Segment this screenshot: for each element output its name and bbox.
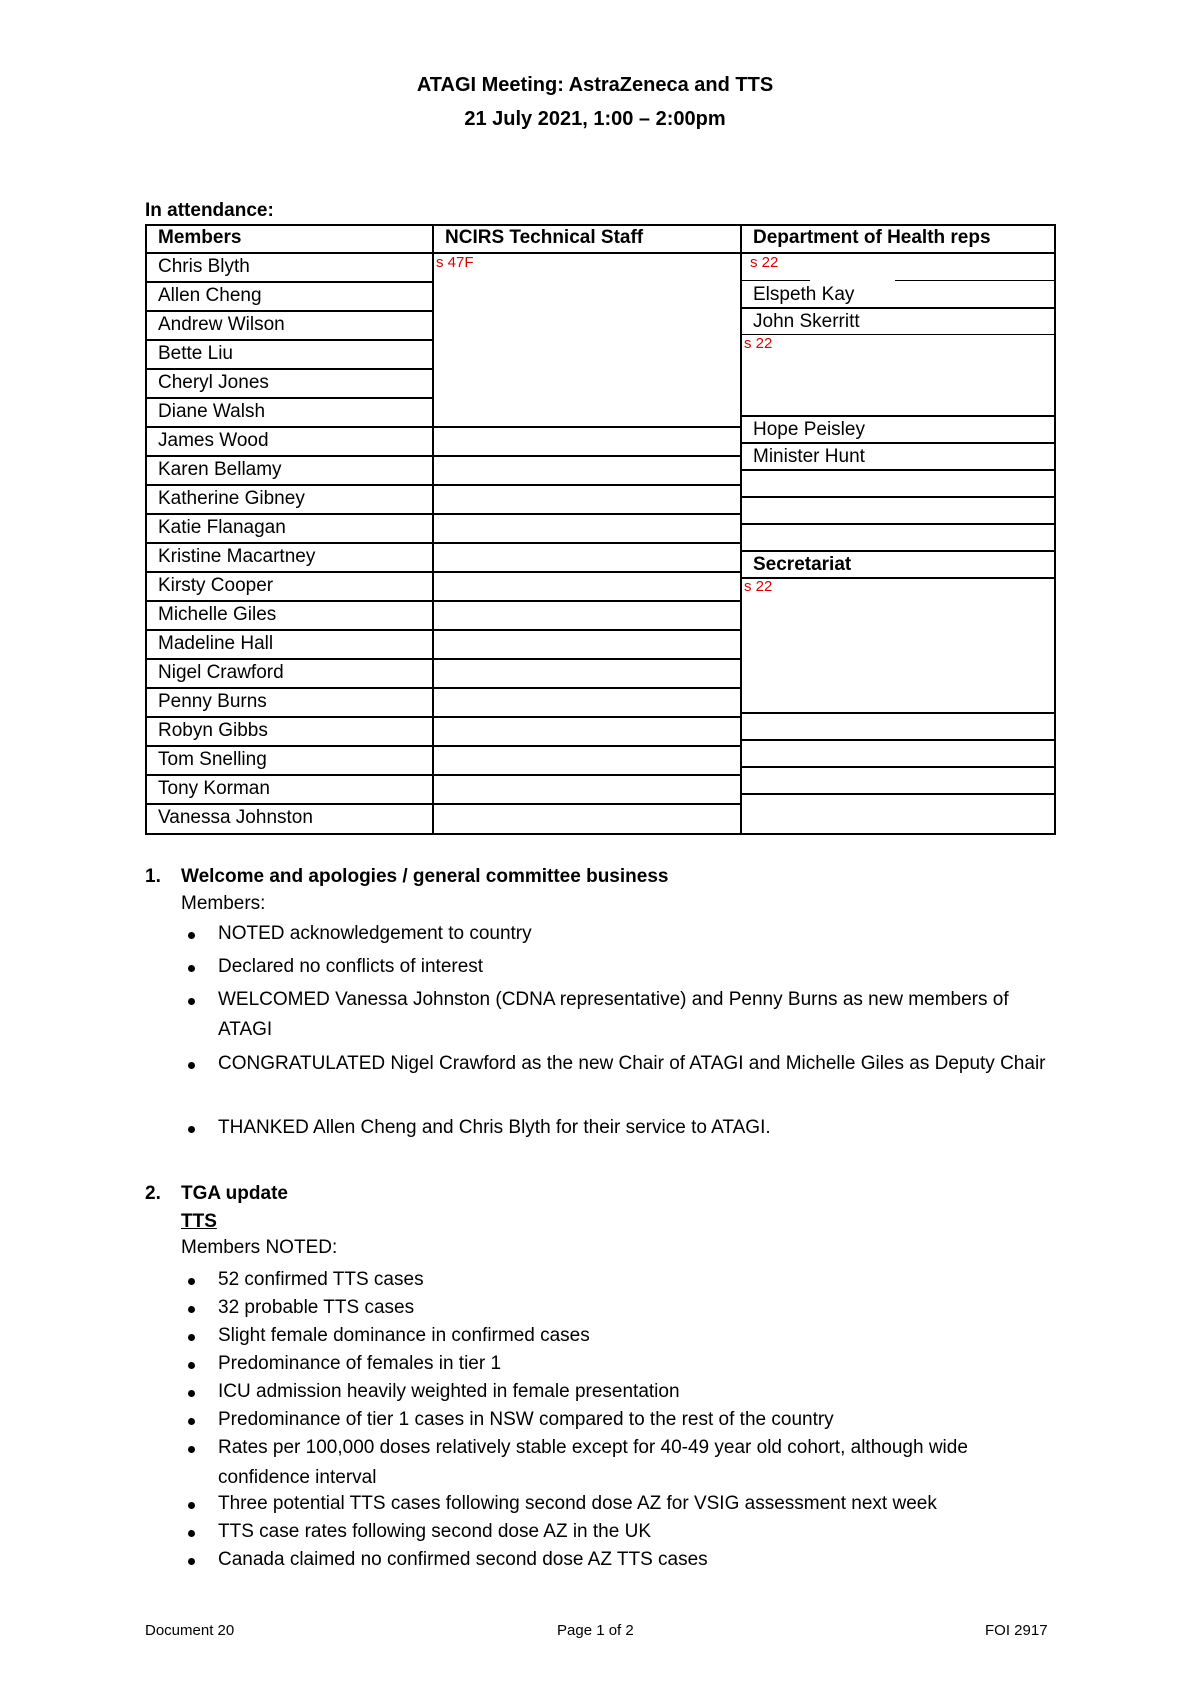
bullet-text: TTS case rates following second dose AZ in the UK xyxy=(218,1521,651,1542)
doh-line xyxy=(742,496,1054,498)
bullet-text: Rates per 100,000 doses relatively stable except for 40-49 year old cohort, although wide confidence interval xyxy=(218,1437,968,1488)
member-name: Diane Walsh xyxy=(158,401,266,422)
bullet-icon xyxy=(188,1278,195,1285)
secretariat-header: Secretariat xyxy=(753,554,852,575)
section-2-heading: TGA update xyxy=(181,1183,288,1204)
doh-line xyxy=(742,334,1054,335)
doh-line xyxy=(742,712,1054,714)
section-1-heading: Welcome and apologies / general committee business xyxy=(181,866,669,887)
bullet-icon xyxy=(188,1126,195,1133)
bullet-text: Declared no conflicts of interest xyxy=(218,956,484,977)
bullet-text: NOTED acknowledgement to country xyxy=(218,923,532,944)
doh-rep-john-skerritt: John Skerritt xyxy=(753,311,860,332)
member-name: Andrew Wilson xyxy=(158,314,285,335)
bullet-icon xyxy=(188,1362,195,1369)
bullet-text: WELCOMED Vanessa Johnston (CDNA representative) and Penny Burns as new members of ATAGI xyxy=(218,989,1009,1040)
section-1-number: 1. xyxy=(145,866,161,887)
doh-rep-minister-hunt: Minister Hunt xyxy=(753,446,865,467)
header-doh: Department of Health reps xyxy=(753,227,991,248)
member-name: Vanessa Johnston xyxy=(158,807,313,828)
doh-rep-elspeth-kay: Elspeth Kay xyxy=(753,284,855,305)
attendance-table xyxy=(145,224,1056,835)
doh-line xyxy=(895,280,1054,281)
doh-line xyxy=(742,469,1054,471)
member-name: Karen Bellamy xyxy=(158,459,282,480)
member-name: Robyn Gibbs xyxy=(158,720,268,741)
bullet-text: 52 confirmed TTS cases xyxy=(218,1269,424,1290)
section-2-subheading: TTS xyxy=(181,1211,217,1232)
doh-rep-hope-peisley: Hope Peisley xyxy=(753,419,865,440)
bullet-icon xyxy=(188,1530,195,1537)
bullet-icon xyxy=(188,1306,195,1313)
bullet-icon xyxy=(188,1390,195,1397)
column-divider xyxy=(432,226,434,833)
member-name: Chris Blyth xyxy=(158,256,250,277)
ncirs-redaction: s 47F xyxy=(436,254,474,271)
bullet-icon xyxy=(188,1446,195,1453)
bullet-text: Slight female dominance in confirmed cases xyxy=(218,1325,590,1346)
member-name: Kirsty Cooper xyxy=(158,575,274,596)
member-name: James Wood xyxy=(158,430,269,451)
member-name: Bette Liu xyxy=(158,343,233,364)
bullet-icon xyxy=(188,965,195,972)
member-name: Katie Flanagan xyxy=(158,517,286,538)
meeting-date: 21 July 2021, 1:00 – 2:00pm xyxy=(464,108,726,130)
member-name: Tom Snelling xyxy=(158,749,267,770)
bullet-text: Canada claimed no confirmed second dose AZ TTS cases xyxy=(218,1549,708,1570)
bullet-icon xyxy=(188,932,195,939)
member-name: Tony Korman xyxy=(158,778,270,799)
section-2-number: 2. xyxy=(145,1183,161,1204)
member-name: Katherine Gibney xyxy=(158,488,305,509)
doh-line xyxy=(742,523,1054,525)
footer-page-number: Page 1 of 2 xyxy=(557,1622,634,1639)
attendance-label: In attendance: xyxy=(145,200,274,221)
bullet-icon xyxy=(188,1558,195,1565)
document-title: ATAGI Meeting: AstraZeneca and TTS xyxy=(416,74,774,96)
doh-line xyxy=(742,766,1054,768)
bullet-icon xyxy=(188,1418,195,1425)
doh-line xyxy=(742,577,1054,579)
section-1-intro: Members: xyxy=(181,893,266,914)
bullet-text: Predominance of females in tier 1 xyxy=(218,1353,502,1374)
bullet-icon xyxy=(188,1334,195,1341)
bullet-text: ICU admission heavily weighted in female presentation xyxy=(218,1381,680,1402)
member-name: Kristine Macartney xyxy=(158,546,316,567)
member-name: Madeline Hall xyxy=(158,633,274,654)
bullet-icon xyxy=(188,1062,195,1069)
bullet-text: THANKED Allen Cheng and Chris Blyth for their service to ATAGI. xyxy=(218,1117,771,1138)
header-members: Members xyxy=(158,227,242,248)
header-ncirs: NCIRS Technical Staff xyxy=(445,227,644,248)
doh-redaction-1: s 22 xyxy=(750,254,779,271)
column-divider xyxy=(740,226,742,833)
member-name: Cheryl Jones xyxy=(158,372,269,393)
doh-line xyxy=(742,739,1054,741)
footer-foi-number: FOI 2917 xyxy=(985,1622,1048,1639)
bullet-icon xyxy=(188,998,195,1005)
doh-line xyxy=(742,793,1054,795)
bullet-text: 32 probable TTS cases xyxy=(218,1297,415,1318)
member-name: Allen Cheng xyxy=(158,285,262,306)
member-name: Nigel Crawford xyxy=(158,662,284,683)
footer-document-number: Document 20 xyxy=(145,1622,235,1639)
bullet-text: CONGRATULATED Nigel Crawford as the new Chair of ATAGI and Michelle Giles as Deputy Chair xyxy=(218,1053,1046,1074)
bullet-text: Predominance of tier 1 cases in NSW compared to the rest of the country xyxy=(218,1409,834,1430)
member-name: Michelle Giles xyxy=(158,604,277,625)
member-name: Penny Burns xyxy=(158,691,267,712)
section-2-intro: Members NOTED: xyxy=(181,1237,338,1258)
bullet-text: Three potential TTS cases following second dose AZ for VSIG assessment next week xyxy=(218,1493,937,1514)
doh-redaction-2: s 22 xyxy=(744,335,773,352)
doh-redaction-3: s 22 xyxy=(744,578,773,595)
header-divider xyxy=(147,252,1054,254)
bullet-icon xyxy=(188,1502,195,1509)
